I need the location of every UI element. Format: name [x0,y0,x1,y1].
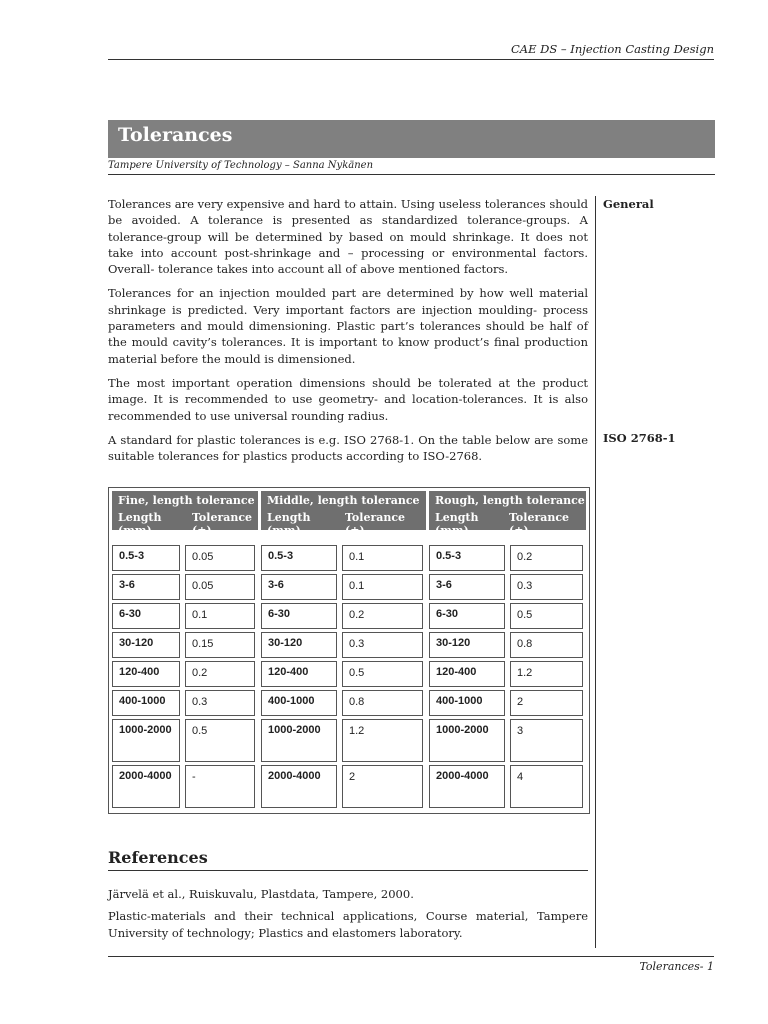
author-line: Tampere University of Technology – Sanna Nykänen [108,160,715,175]
length-cell: 400-1000 [112,690,180,716]
paragraph: Tolerances for an injection moulded part are determined by how well material shrinkage is predicted. Very important factors are injection moulding- process parameters and mould dimensioning. Plastic part’s tolerances should be half of the mould cavity’s tolerances. It is important to know product’s final production material before the mould is dimensioned. [108,286,588,366]
tolerance-cell: 0.05 [185,545,255,571]
group-title: Rough, length tolerance [435,494,585,507]
length-cell: 3-6 [112,574,180,600]
length-cell: 2000-4000 [112,765,180,808]
length-cell: 2000-4000 [261,765,337,808]
paragraph: Tolerances are very expensive and hard to attain. Using useless tolerances should be avoided. A tolerance is presented as standardized tolerance-groups. A tolerance-group will be determined by based on mould shrinkage. It does not take into account post-shrinkage and – processing or environmental factors. Overall- tolerance takes into account all of above mentioned factors. [108,197,588,277]
length-cell: 400-1000 [429,690,505,716]
tolerance-cell: 0.2 [510,545,583,571]
length-cell: 0.5-3 [429,545,505,571]
references-heading: References [108,848,588,871]
length-cell: 120-400 [112,661,180,687]
tolerance-cell: 0.3 [510,574,583,600]
references-list [108,886,588,947]
tolerance-cell: 0.5 [185,719,255,762]
group-title: Middle, length tolerance [267,494,420,507]
tolerance-cell: 0.2 [342,603,423,629]
tolerance-cell: 1.2 [342,719,423,762]
tolerance-label: Tolerance (±) [345,511,406,537]
group-title: Fine, length tolerance [118,494,255,507]
length-cell: 120-400 [429,661,505,687]
tolerance-cell: 0.8 [342,690,423,716]
tolerance-cell: 0.5 [510,603,583,629]
reference-item: Järvelä et al., Ruiskuvalu, Plastdata, Tampere, 2000. [108,887,414,901]
table-header-fine [112,491,258,537]
tolerance-cell: 0.1 [185,603,255,629]
table-header-rough [429,491,586,537]
length-cell: 6-30 [429,603,505,629]
length-cell: 6-30 [112,603,180,629]
side-label-iso: ISO 2768-1 [603,431,676,445]
length-cell: 3-6 [429,574,505,600]
paragraph: A standard for plastic tolerances is e.g. ISO 2768-1. On the table below are some suitable tolerances for plastics products according to ISO-2768. [108,432,588,464]
margin-divider [595,196,596,948]
tolerance-label: Tolerance (±) [192,511,253,537]
tolerance-cell: - [185,765,255,808]
length-label: Length (mm) [435,511,479,537]
tolerance-cell: 4 [510,765,583,808]
tolerance-cell: 2 [510,690,583,716]
tolerance-cell: 1.2 [510,661,583,687]
length-cell: 400-1000 [261,690,337,716]
length-cell: 30-120 [112,632,180,658]
page-footer: Tolerances- 1 [108,956,714,973]
length-cell: 30-120 [429,632,505,658]
length-cell: 1000-2000 [261,719,337,762]
length-cell: 0.5-3 [112,545,180,571]
tolerance-cell: 2 [342,765,423,808]
tolerance-cell: 0.5 [342,661,423,687]
body-text [108,196,588,472]
tolerance-cell: 0.3 [185,690,255,716]
length-cell: 0.5-3 [261,545,337,571]
tolerance-cell: 0.05 [185,574,255,600]
length-label: Length (mm) [267,511,311,537]
section-title: Tolerances [118,124,233,146]
tolerance-cell: 0.1 [342,574,423,600]
table-header-middle [261,491,426,537]
reference-item: Plastic-materials and their technical applications, Course material, Tampere University of technology; Plastics and elastomers laboratory. [108,909,588,940]
length-cell: 3-6 [261,574,337,600]
length-cell: 30-120 [261,632,337,658]
length-cell: 120-400 [261,661,337,687]
length-cell: 2000-4000 [429,765,505,808]
section-title-banner [108,120,715,158]
tolerance-cell: 0.15 [185,632,255,658]
tolerance-cell: 0.3 [342,632,423,658]
tolerance-cell: 0.2 [185,661,255,687]
length-label: Length (mm) [118,511,162,537]
tolerance-cell: 0.1 [342,545,423,571]
length-cell: 1000-2000 [429,719,505,762]
tolerance-table [108,487,590,814]
side-label-general: General [603,197,654,211]
tolerance-label: Tolerance (±) [509,511,570,537]
tolerance-cell: 3 [510,719,583,762]
length-cell: 1000-2000 [112,719,180,762]
length-cell: 6-30 [261,603,337,629]
tolerance-cell: 0.8 [510,632,583,658]
running-header: CAE DS – Injection Casting Design [108,42,714,60]
paragraph: The most important operation dimensions should be tolerated at the product image. It is recommended to use geometry- and location-tolerances. It is also recommended to use universal rounding radius. [108,375,588,423]
